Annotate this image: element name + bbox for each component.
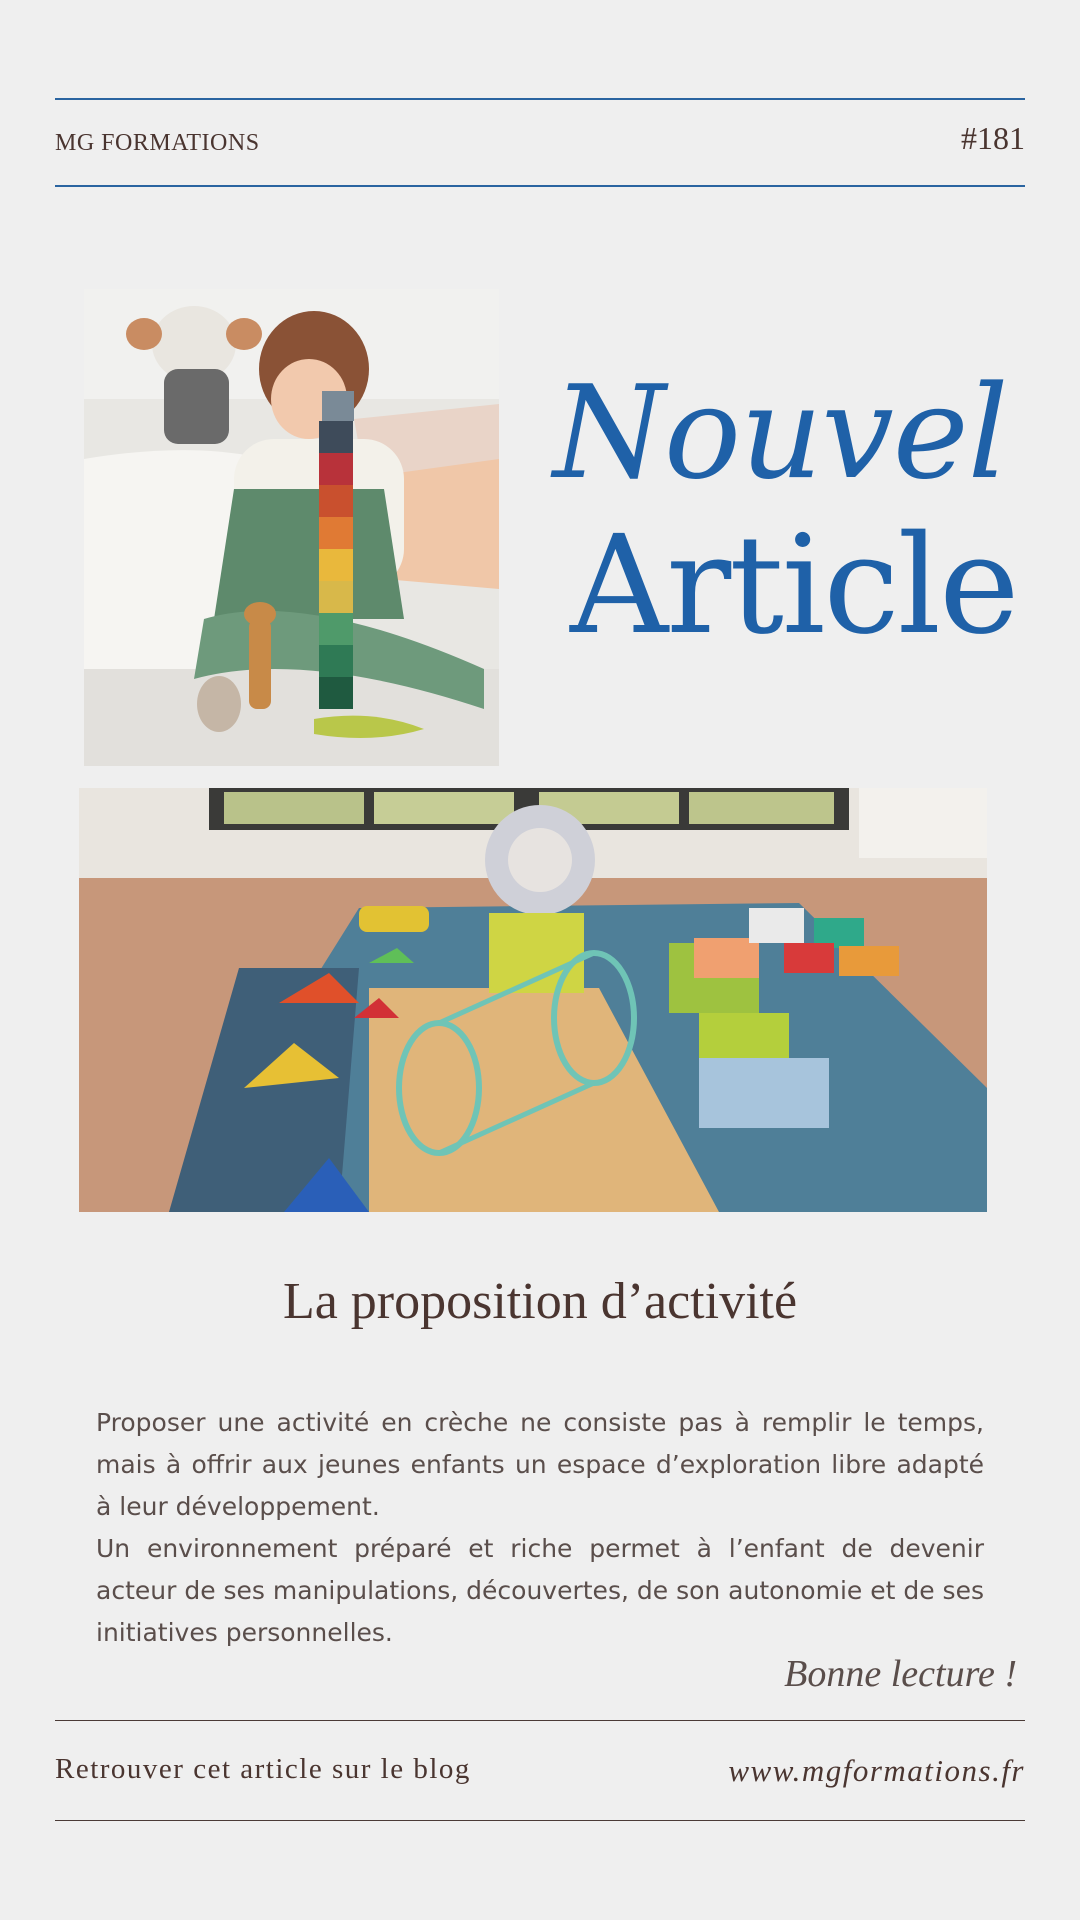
title-line-nouvel: Nouvel (553, 359, 1008, 508)
article-paragraph: Un environnement préparé et riche permet à l’enfant de devenir acteur de ses manipulations, découvertes, de son autonomie et de ses initiatives personnelles. (96, 1534, 984, 1647)
article-paragraph: Proposer une activité en crèche ne consiste pas à remplir le temps, mais à offrir aux jeunes enfants un espace d’exploration libre adapté à leur développement. (96, 1408, 984, 1521)
header-top-rule (55, 98, 1025, 100)
article-body (96, 1402, 984, 1654)
sign-off: Bonne lecture ! (784, 1653, 1017, 1695)
footer-top-rule (55, 1720, 1025, 1721)
play-area-photo (79, 788, 987, 1212)
footer-bottom-rule (55, 1820, 1025, 1821)
brand-name: MG FORMATIONS (55, 130, 260, 156)
child-blocks-photo (84, 289, 499, 766)
blog-cta-text: Retrouver cet article sur le blog (55, 1753, 471, 1785)
issue-number: #181 (961, 120, 1025, 156)
website-link[interactable]: www.mgformations.fr (728, 1753, 1025, 1788)
title-line-article: Article (570, 507, 1018, 665)
header-bottom-rule (55, 185, 1025, 187)
article-heading: La proposition d’activité (282, 1273, 798, 1330)
